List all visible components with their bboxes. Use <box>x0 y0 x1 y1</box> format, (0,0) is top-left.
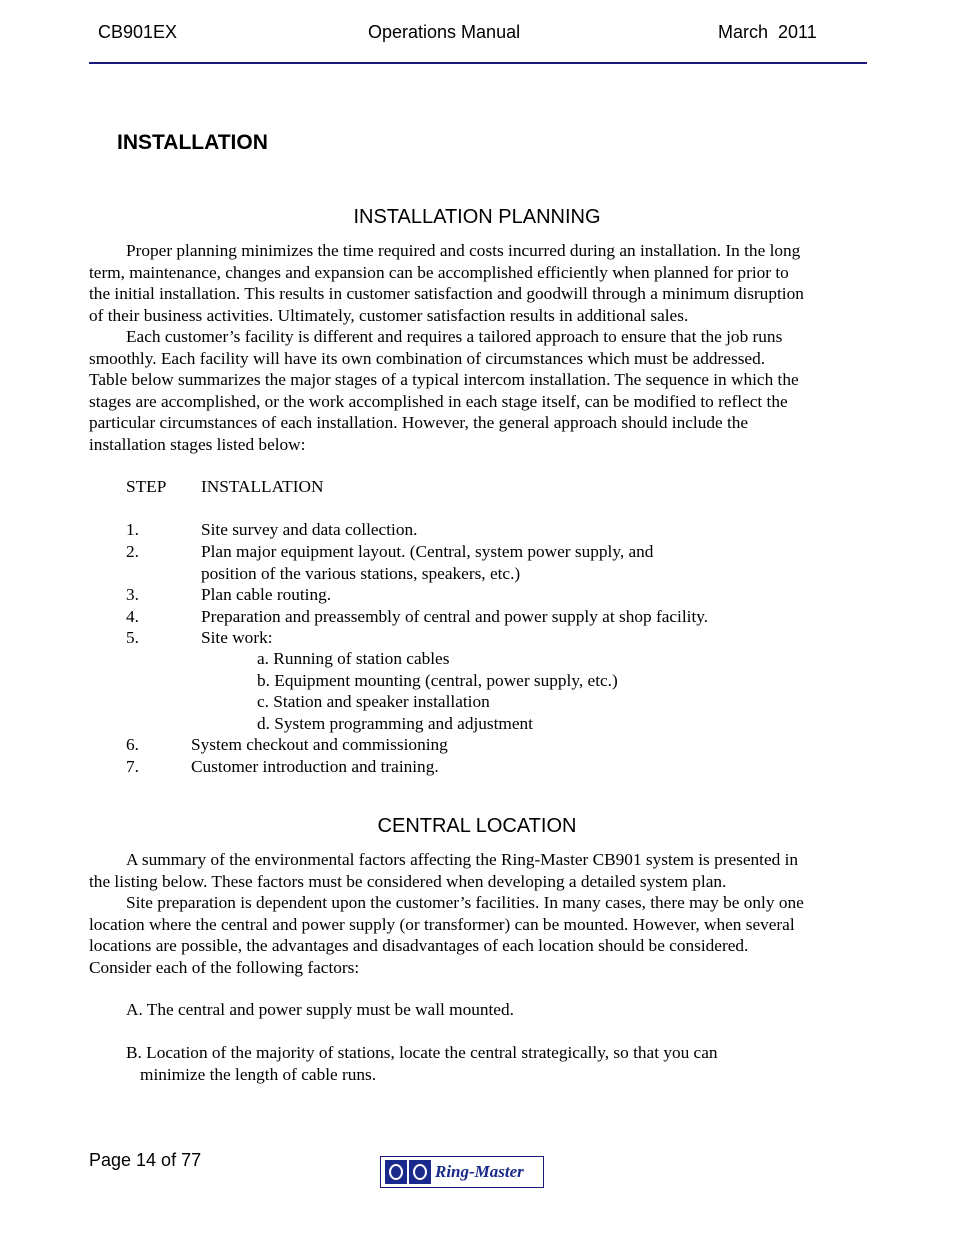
central-paragraph-1 <box>89 849 869 892</box>
step-number: 2. <box>126 542 139 561</box>
step-text: Preparation and preassembly of central and power supply at shop facility. <box>201 607 709 626</box>
table-head-step: STEP <box>126 477 167 496</box>
factor-item-a: A. The central and power supply must be wall mounted. <box>126 1000 514 1019</box>
step-text: Plan cable routing. <box>201 585 332 604</box>
logo-ring-icon <box>385 1160 407 1184</box>
substep-text: a. Running of station cables <box>257 649 450 668</box>
table-head-installation: INSTALLATION <box>201 477 324 496</box>
text-line: locations are possible, the advantages and disadvantages of each location should be considered. <box>89 936 749 955</box>
factor-item-b-continued: minimize the length of cable runs. <box>140 1065 377 1084</box>
text-line: of their business activities. Ultimately, customer satisfaction results in additional sales. <box>89 305 689 325</box>
header-rule <box>89 62 867 64</box>
factor-item-b: B. Location of the majority of stations, locate the central strategically, so that you can <box>126 1043 718 1062</box>
substep-text: b. Equipment mounting (central, power supply, etc.) <box>257 671 618 690</box>
header-doc-id: CB901EX <box>98 22 178 42</box>
step-number: 4. <box>126 607 139 626</box>
text-line: term, maintenance, changes and expansion can be accomplished efficiently when planned for prior to <box>89 262 789 282</box>
text-line: Table below summarizes the major stages of a typical intercom installation. The sequence in which the <box>89 370 799 389</box>
step-text: Site survey and data collection. <box>201 520 418 539</box>
step-text: Customer introduction and training. <box>191 757 439 776</box>
planning-paragraph-2 <box>89 326 869 455</box>
text-line: location where the central and power supply (or transformer) can be mounted. However, when several <box>89 914 795 934</box>
planning-paragraph-1 <box>89 240 869 326</box>
text-line: Proper planning minimizes the time required and costs incurred during an installation. In the long <box>126 241 801 260</box>
page-number: Page 14 of 77 <box>89 1150 202 1170</box>
text-line: stages are accomplished, or the work accomplished in each stage itself, can be modified to reflect the <box>89 391 788 411</box>
step-number: 1. <box>126 520 139 539</box>
step-text-continued: position of the various stations, speakers, etc.) <box>201 564 521 583</box>
step-text: System checkout and commissioning <box>191 735 448 754</box>
substep-text: d. System programming and adjustment <box>257 714 533 733</box>
step-number: 3. <box>126 585 139 604</box>
text-line: particular circumstances of each installation. However, the general approach should include the <box>89 413 749 432</box>
step-number: 6. <box>126 735 139 754</box>
substep-text: c. Station and speaker installation <box>257 692 490 711</box>
step-number: 5. <box>126 628 139 647</box>
text-line: Site preparation is dependent upon the customer’s facilities. In many cases, there may be only one <box>126 893 804 912</box>
header-date: March 2011 <box>718 22 817 42</box>
step-text: Site work: <box>201 628 273 647</box>
text-line: Consider each of the following factors: <box>89 957 360 977</box>
section-title: INSTALLATION <box>117 131 268 154</box>
step-text: Plan major equipment layout. (Central, system power supply, and <box>201 542 654 561</box>
text-line: smoothly. Each facility will have its own combination of circumstances which must be addressed. <box>89 348 766 368</box>
header-doc-title: Operations Manual <box>368 22 521 42</box>
text-line: the listing below. These factors must be considered when developing a detailed system plan. <box>89 871 727 891</box>
subsection-title-central: CENTRAL LOCATION <box>377 815 577 837</box>
step-number: 7. <box>126 757 139 776</box>
logo-text: Ring-Master <box>435 1162 524 1181</box>
text-line: Each customer’s facility is different and requires a tailored approach to ensure that the job runs <box>126 327 783 346</box>
text-line: installation stages listed below: <box>89 434 306 454</box>
text-line: A summary of the environmental factors affecting the Ring-Master CB901 system is presented in <box>126 850 799 869</box>
text-line: the initial installation. This results in customer satisfaction and goodwill through a minimum disruption <box>89 284 804 303</box>
subsection-title-planning: INSTALLATION PLANNING <box>353 206 601 228</box>
central-paragraph-2 <box>89 892 869 978</box>
ring-master-logo <box>380 1156 544 1188</box>
logo-ring-icon <box>409 1160 431 1184</box>
